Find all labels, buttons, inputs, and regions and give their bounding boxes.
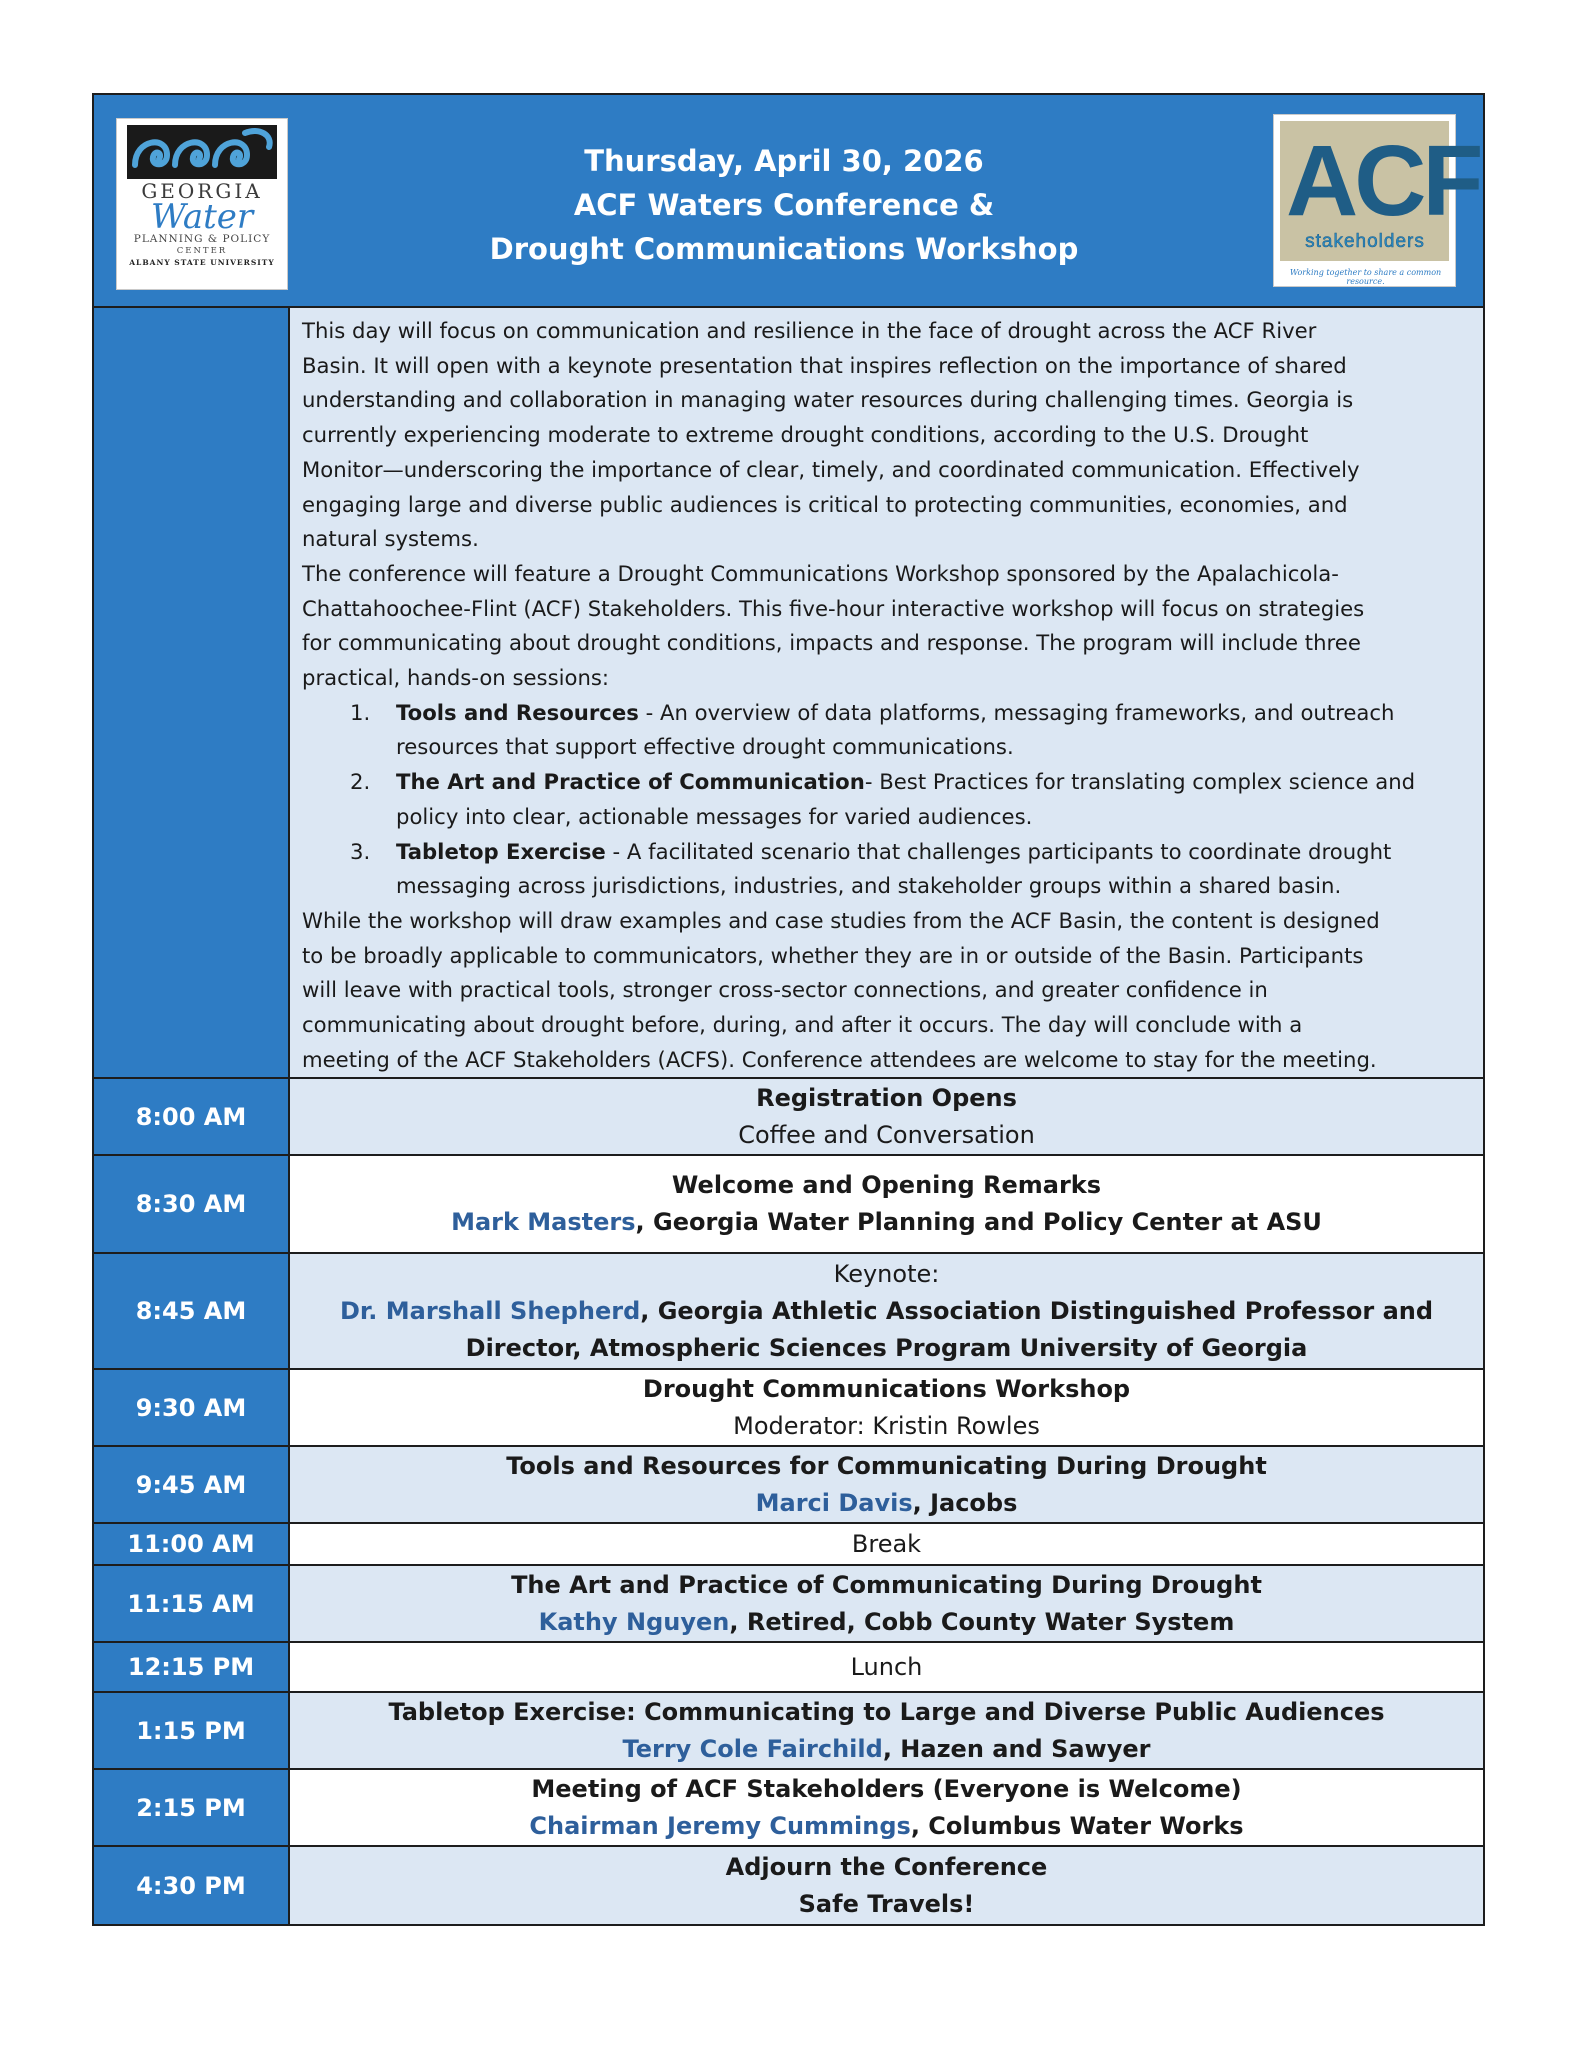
schedule-row [94,1370,1483,1447]
session-list [302,696,1473,904]
session-cell [290,1770,1483,1845]
agenda-table [92,93,1485,1926]
intro-time-cell [94,308,290,1077]
acf-logo-tagline: Working together to share a common resource. [1289,268,1442,286]
speaker-name: Chairman Jeremy Cummings [529,1811,911,1840]
time-cell: 9:30 AM [94,1370,290,1445]
schedule-row [94,1847,1483,1924]
time-cell: 8:00 AM [94,1079,290,1154]
text-line: will leave with practical tools, stronger cross-sector connections, and greater confidence in [302,977,1268,1003]
speaker-name: Marci Davis [755,1488,913,1517]
schedule-row [94,1079,1483,1156]
schedule-row [94,1770,1483,1847]
text-line: currently experiencing moderate to extreme drought conditions, according to the U.S. Drought [302,422,1309,448]
acf-logo-panel [1280,121,1480,261]
session-desc-cont: messaging across jurisdictions, industries, and stakeholder groups within a shared basin. [396,873,1342,899]
session-cell [290,1847,1483,1924]
session-subtext: Coffee and Conversation [738,1120,1035,1149]
session-heading: Welcome and Opening Remarks [671,1171,1102,1200]
session-presenter [290,1808,1483,1845]
schedule-row [94,1447,1483,1524]
session-number: 3. [350,838,371,864]
wave-swirl-icon [127,125,277,179]
session-heading: The Art and Practice of Communicating During Drought [511,1570,1262,1599]
logo-line-water: Water [150,197,254,237]
speaker-affiliation: , Hazen and Sawyer [882,1734,1151,1763]
session-item [302,765,1473,834]
session-item [302,835,1473,904]
session-heading: Break [851,1529,922,1558]
session-subtext: Moderator: Kristin Rowles [733,1411,1040,1440]
speaker-affiliation: , Retired, Cobb County Water System [729,1607,1235,1636]
session-number: 1. [350,699,371,725]
schedule-row [94,1643,1483,1693]
time-cell: 11:00 AM [94,1524,290,1564]
time-cell: 11:15 AM [94,1566,290,1641]
session-cell [290,1643,1483,1691]
text-line: meeting of the ACF Stakeholders (ACFS). Conference attendees are welcome to stay for the meeting. [302,1046,1377,1072]
session-cell [290,1524,1483,1564]
session-title: The Art and Practice of Communication [396,769,865,795]
schedule-row [94,1524,1483,1566]
schedule-row [94,1254,1483,1370]
session-cell [290,1566,1483,1641]
acf-logo-subtitle: stakeholders [1305,231,1425,252]
intro-paragraph-1 [302,314,1473,557]
time-cell: 8:30 AM [94,1156,290,1252]
session-heading: Keynote: [833,1259,940,1288]
speaker-name: Terry Cole Fairchild [622,1734,883,1763]
speaker-name: Kathy Nguyen [538,1607,730,1636]
session-presenter [290,1204,1483,1241]
text-line: natural systems. [302,526,479,552]
schedule-row [94,1156,1483,1254]
session-cell [290,1370,1483,1445]
text-line: communicating about drought before, during, and after it occurs. The day will conclude with a [302,1012,1303,1038]
session-heading: Tabletop Exercise: Communicating to Large and Diverse Public Audiences [388,1697,1385,1726]
session-presenter [290,1604,1483,1641]
session-heading: Lunch [850,1652,923,1681]
session-cell [290,1447,1483,1522]
text-line: practical, hands-on sessions: [302,665,610,691]
text-line: While the workshop will draw examples and case studies from the ACF Basin, the content is designed [302,907,1380,933]
header-title [394,139,1174,271]
session-cell [290,1156,1483,1252]
speaker-name: Mark Masters [451,1208,636,1237]
time-cell: 12:15 PM [94,1643,290,1691]
text-line: for communicating about drought conditions, impacts and response. The program will include three [302,630,1361,656]
speaker-name: Dr. Marshall Shepherd [339,1296,641,1325]
text-line: Monitor—underscoring the importance of clear, timely, and coordinated communication. Effectively [302,456,1360,482]
session-desc: - An overview of data platforms, messaging frameworks, and outreach [638,699,1395,725]
intro-description [290,308,1483,1077]
session-heading: Adjourn the Conference [725,1852,1048,1881]
session-presenter [290,1485,1483,1522]
logo-line-planning: PLANNING & POLICY [133,233,271,245]
session-cell [290,1693,1483,1768]
intro-row [94,308,1483,1079]
session-subtext: Safe Travels! [798,1889,975,1918]
speaker-affiliation: , Jacobs [912,1488,1018,1517]
text-line: engaging large and diverse public audiences is critical to protecting communities, economies, and [302,491,1348,517]
text-line: to be broadly applicable to communicators, whether they are in or outside of the Basin. Participants [302,942,1364,968]
time-cell: 4:30 PM [94,1847,290,1924]
time-cell: 2:15 PM [94,1770,290,1845]
session-item [302,696,1473,765]
session-presenter [290,1293,1483,1330]
session-cell [290,1079,1483,1154]
session-desc: - Best Practices for translating complex science and [864,769,1416,795]
session-desc-cont: policy into clear, actionable messages for varied audiences. [396,803,1033,829]
time-cell: 8:45 AM [94,1254,290,1368]
session-number: 2. [350,769,371,795]
session-heading: Drought Communications Workshop [642,1374,1131,1403]
session-heading: Tools and Resources for Communicating During Drought [506,1451,1267,1480]
logo-line-university: ALBANY STATE UNIVERSITY [129,258,275,267]
georgia-water-logo [116,118,288,290]
intro-paragraph-2 [302,557,1473,696]
text-line: The conference will feature a Drought Communications Workshop sponsored by the Apalachicola- [302,560,1339,586]
event-date: Thursday, April 30, 2026 [584,144,984,178]
acf-stakeholders-logo [1273,114,1480,287]
speaker-affiliation: , Georgia Water Planning and Policy Center at ASU [635,1208,1322,1237]
text-line: Chattahoochee-Flint (ACF) Stakeholders. This five-hour interactive workshop will focus on strategies [302,595,1365,621]
event-title-line2: Drought Communications Workshop [489,232,1079,266]
intro-paragraph-3 [302,904,1473,1078]
text-line: This day will focus on communication and resilience in the face of drought across the ACF River [302,318,1317,343]
logo-line-center: CENTER [176,246,228,256]
acf-logo-letters: ACF [1286,125,1480,237]
session-desc: - A facilitated scenario that challenges participants to coordinate drought [605,838,1392,864]
event-title-line1: ACF Waters Conference & [573,188,995,222]
session-title: Tools and Resources [396,699,639,725]
session-heading: Meeting of ACF Stakeholders (Everyone is Welcome) [531,1774,1242,1803]
schedule-row [94,1566,1483,1643]
session-cell [290,1254,1483,1368]
schedule-row [94,1693,1483,1770]
time-cell: 1:15 PM [94,1693,290,1768]
logo-line-georgia: GEORGIA [141,179,263,203]
session-presenter [290,1731,1483,1768]
text-line: Basin. It will open with a keynote presentation that inspires reflection on the importance of shared [302,352,1347,378]
session-desc-cont: resources that support effective drought communications. [396,734,1014,760]
speaker-affiliation: , Columbus Water Works [910,1811,1244,1840]
text-line: understanding and collaboration in managing water resources during challenging times. Georgia is [302,387,1354,413]
time-cell: 9:45 AM [94,1447,290,1522]
speaker-affiliation: , Georgia Athletic Association Distinguished Professor and [640,1296,1434,1325]
session-title: Tabletop Exercise [396,838,606,864]
session-heading: Registration Opens [756,1083,1017,1112]
agenda-header [94,95,1483,308]
speaker-affiliation-cont: Director, Atmospheric Sciences Program University of Georgia [465,1333,1308,1362]
